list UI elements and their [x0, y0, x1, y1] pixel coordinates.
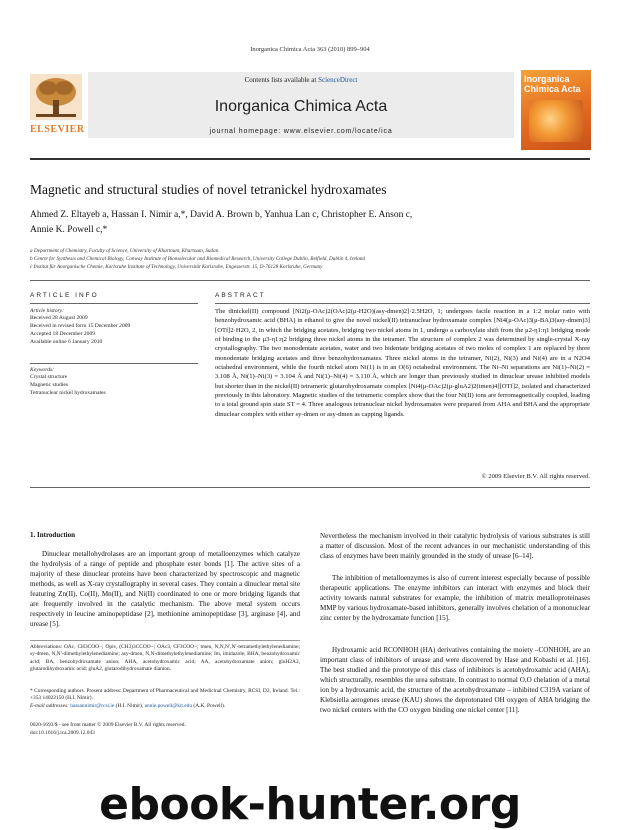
intro-paragraph-3: The inhibition of metalloenzymes is also of current interest especially because of possible therapeutic applications. The enzyme inhibitors can interact with enzymes and block their activity towards natural substrates for example, the inhibition of matrix metalloproteinases MMP by various hydroxamate-based inhibitors, generally involves chelation of a mononuclear zinc center by the hydroxamate function [15]. [320, 574, 590, 622]
affiliation-c: c Institut für Anorganische Chemie, Karlsruhe Institute of Technology, Universität Karlsruhe, Engesserstr. 15, D-76128 Karlsruhe, Germany [30, 264, 323, 270]
header-rule [30, 158, 590, 160]
affiliation-a: a Department of Chemistry, Faculty of Science, University of Khartoum, Khartoum, Sudan [30, 248, 219, 254]
intro-heading: 1. Introduction [30, 531, 75, 539]
affiliation-rule [30, 280, 590, 281]
keyword-item: Tetranuclear nickel hydroxamates [30, 390, 106, 396]
journal-homepage[interactable]: journal homepage: www.elsevier.com/locate/ica [209, 128, 393, 135]
email-owner-nimir: (H.I. Nimir), [115, 703, 144, 709]
elsevier-logo-text: ELSEVIER [30, 124, 85, 135]
article-info-rule [30, 303, 198, 304]
footnote-rule [30, 640, 300, 641]
sciencedirect-link[interactable]: ScienceDirect [318, 76, 358, 84]
history-accepted: Accepted 18 December 2009 [30, 331, 96, 337]
history-online: Available online 6 January 2010 [30, 339, 103, 345]
abstract-text: The dinickel(II) compound [Ni2(μ-OAc)2(OAc)2(μ-H2O)(asy-dmen)2]·2.5H2O, 1; undergoes facile reaction in a 1:2 molar ratio with benzohydroxamic acid (BHA) in ethanol to give the novel nickel(II) tetranuclear hydroxamate complex [Ni4(μ-OAc)3(μ-BA)3(asy-dmen)3][OTf]2·H2O, 2, in which the bridging acetates, bridging two nickel atoms in 1, undergo a carboxylate shift from the μ2-η1:η1 bridging mode of binding to the μ3-η1:η2 bridging three nickel atoms in the tetramer. The structure of complex 2 was determined by single-crystal X-ray crystallography. The two monodentate acetates, water and two bidentate bridging acetates of two moles of complex 1 are replaced by three monodentate bridging acetates and three benzohydroxamates. Three nickel atoms in the tetramer, Ni(2), Ni(3) and Ni(4) are in a N2O4 octahedral environment, while the fourth nickel atom Ni(1) is in an O(6) octahedral environment. The Ni–Ni separations are Ni(1)–Ni(2) = 3.108 Å, Ni(1)–Ni(3) = 3.104 Å and Ni(1)–Ni(4) = 3.110 Å, which are longer than previously studied in dinuclear urease inhibited models but shorter than in the nickel(II) tetrameric glutarohydroxamate complex [Ni4(μ-OAc)2(μ-gluA2)2(tmen)4][OTf]2, isolated and characterized previously in this laboratory. Magnetic studies of the tetrameric complex show that the four Ni(II) ions are ferromagnetically coupled, leading to a total ground spin state ST = 4. Three analogous tetranuclear nickel hydroxamates were prepared from AHA and BHA and the appropriate dinuclear complex with either sy-dmen or asy-dmen as capping ligands. [215, 308, 590, 418]
cover-artwork [529, 100, 583, 142]
paper-title: Magnetic and structural studies of novel tetranickel hydroxamates [30, 182, 387, 197]
cover-title-line1: Inorganica [524, 74, 570, 84]
email-link-powell[interactable]: annie.powell@kit.edu [144, 703, 193, 709]
watermark-text: ebook-hunter.org [99, 779, 521, 830]
issn-line: 0020-1693/$ - see front matter © 2009 Elsevier B.V. All rights reserved. [30, 722, 186, 728]
intro-paragraph-1: Dinuclear metallohydrolases are an important group of metalloenzymes which catalyze the hydrolysis of a range of peptide and phosphate ester bonds [1]. The active sites of a majority of these dinuclear proteins have been characterized by spectroscopic and magnetic methods, as well as X-ray crystallography in several cases. They contain a dinuclear metal site featuring Zn(II), Co(II), Mn(II), and Ni(II) coordinated to one or more bridging ligands that are frequently involved in the catalytic mechanism. The above metal system occurs respectively in leucine aminopeptidase [2], methionine aminopeptidase [3], arginase [4], and urease [5]. [30, 550, 300, 628]
abbreviations-footnote: Abbreviations: OAc, CH3COO−; Opiv, (CH3)3CCOO−; OAc3, CF3COO−; tmen, N,N,N′,N′-tetramethylethylenediamine; sy-dmen, N,N′-dimethylethylenediamine; asy-dmen, N,N-dimethylethylenediamine; Im, imidazole; BHA, benzohydroxamic acid; BA, benzohydroxamate anion; AHA, acetohydroxamic acid; AA, acetohydroxamate anion; gluH2A2, glutarodihydroxamic acid; gluA2, glutarodihydroxamate dianion. [30, 644, 300, 672]
email-footnote [30, 703, 300, 710]
history-revised: Received in revised form 15 December 2009 [30, 323, 131, 329]
journal-title: Inorganica Chimica Acta [214, 98, 388, 115]
history-label: Article history: [30, 308, 65, 314]
authors-line-2: Annie K. Powell c,* [30, 225, 108, 235]
author-list [30, 208, 590, 238]
running-header: Inorganica Chimica Acta 363 (2010) 899–904 [250, 46, 370, 53]
elsevier-tree-icon [30, 74, 82, 120]
contents-line [88, 76, 514, 84]
article-info-heading: ARTICLE INFO [30, 292, 99, 299]
affiliation-b: b Centre for Synthesis and Chemical Biology, Conway Institute of Biomolecular and Biomedical Research, University College Dublin, Belfield, Dublin 4, Ireland [30, 256, 365, 262]
keywords [30, 367, 198, 397]
article-history [30, 308, 198, 346]
intro-paragraph-2: Nevertheless the mechanism involved in their catalytic hydrolysis of various substrates is still a matter of discussion. Most of the recent advances in our mechanistic understanding of this class of enzymes have been mainly grounded in the study of urease [6–14]. [320, 532, 590, 560]
contents-prefix: Contents lists available at [244, 76, 317, 84]
corresponding-author-footnote: * Corresponding authors. Present address: Department of Pharmaceutical and Medicinal Chemistry, RCSI, D2, Ireland. Tel.: +353 14022150 (H.I. Nimir). [30, 688, 300, 702]
intro-paragraph-4: Hydroxamic acid RCONHOH (HA) derivatives containing the moiety –CONHOH, are an important class of inhibitors of urease and were discovered by Hase and Kobashi et al. [16]. The best studied and the prototype of this class of inhibitors is acetohydroxamic acid (AHA), which structurally, resembles the urea substrate. In contrast to normal O,O chelation of a metal ion by a hydroxamic acid, the structure of the acetohydroxamate – inhibited C319A variant of Klebsiella aerogenes urease (KAU) shows the deprotonated OH oxygen of AHA bridging the two nickel centers with the CO oxygen binding one nickel center [11]. [320, 646, 590, 714]
cover-title-line2: Chimica Acta [524, 84, 581, 94]
email-prefix: E-mail addresses: [30, 703, 69, 709]
keyword-item: Crystal structure [30, 374, 68, 380]
authors-line-1: Ahmed Z. Eltayeb a, Hassan I. Nimir a,*, David A. Brown b, Yanhua Lan c, Christopher E. Anson c, [30, 210, 413, 220]
abstract-bottom-rule [30, 487, 590, 488]
email-owner-powell: (A.K. Powell). [193, 703, 226, 709]
keyword-item: Magnetic studies [30, 382, 69, 388]
history-received: Received 28 August 2009 [30, 315, 88, 321]
keywords-label: Keywords: [30, 367, 55, 373]
abstract-heading: ABSTRACT [215, 292, 266, 299]
email-link-nimir[interactable]: hassannimir@rcsi.ie [70, 703, 115, 709]
doi-link[interactable]: doi:10.1016/j.ica.2009.12.043 [30, 730, 95, 736]
keywords-rule [30, 363, 198, 364]
abstract-rule [215, 303, 590, 304]
copyright-notice: © 2009 Elsevier B.V. All rights reserved. [481, 473, 590, 480]
